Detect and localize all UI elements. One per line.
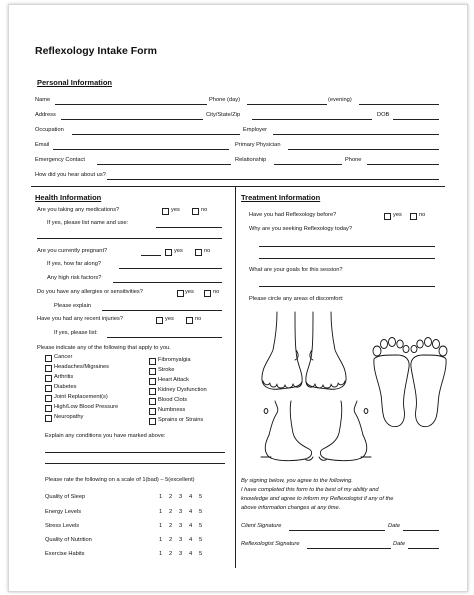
blood-clots-checkbox[interactable] [149, 398, 156, 405]
intake-form-page [8, 4, 468, 592]
emergency-contact-label: Emergency Contact [35, 157, 85, 163]
pregnant-field[interactable] [141, 255, 161, 256]
phone-day-label: Phone (day) [209, 97, 240, 103]
goals-label: What are your goals for this session? [249, 267, 343, 273]
please-list-label: If yes, please list: [54, 330, 98, 336]
rating-label-energy: Energy Levels [45, 509, 82, 515]
reflexologist-date-field[interactable] [408, 548, 439, 549]
injuries-list-field[interactable] [107, 337, 222, 338]
arthritis-checkbox[interactable] [45, 375, 52, 382]
occupation-label: Occupation [35, 127, 64, 133]
hear-about-label: How did you hear about us? [35, 172, 106, 178]
why-line-1[interactable] [259, 246, 435, 247]
client-date-label: Date [388, 523, 401, 529]
stroke-checkbox[interactable] [149, 368, 156, 375]
condition-label: Sprains or Strains [158, 417, 204, 423]
relationship-label: Relationship [235, 157, 267, 163]
condition-label: Kidney Dysfunction [158, 387, 207, 393]
injuries-no-checkbox[interactable] [186, 317, 193, 324]
feet-side-view-icon[interactable] [255, 399, 377, 465]
medications-list-line-2[interactable] [37, 238, 222, 239]
rating-scale-sleep[interactable]: 1 2 3 4 5 [159, 494, 203, 500]
indicate-label: Please indicate any of the following that apply to you. [37, 345, 171, 351]
allergies-yes-label: yes [185, 289, 194, 295]
dob-label: DOB [377, 112, 390, 118]
cancer-checkbox[interactable] [45, 355, 52, 362]
dob-field[interactable] [393, 119, 439, 120]
medications-list-field[interactable] [156, 227, 222, 228]
joint-replacement-checkbox[interactable] [45, 395, 52, 402]
rating-scale-exercise[interactable]: 1 2 3 4 5 [159, 551, 203, 557]
emergency-phone-field[interactable] [367, 164, 439, 165]
rating-scale-energy[interactable]: 1 2 3 4 5 [159, 509, 203, 515]
agreement-line-3: knowledge and agree to inform my Reflexologist if any of the [241, 496, 394, 502]
explain-conditions-line-2[interactable] [45, 463, 225, 464]
condition-label: Stroke [158, 367, 175, 373]
employer-field[interactable] [273, 134, 439, 135]
pregnant-yes-label: yes [174, 248, 183, 254]
had-before-no-label: no [419, 212, 426, 218]
agreement-line-2: I have completed this form to the best of my ability and [241, 487, 379, 493]
form-title: Reflexology Intake Form [35, 45, 157, 57]
condition-label: Arthritis [54, 374, 74, 380]
circle-label: Please circle any areas of discomfort: [249, 296, 344, 302]
how-far-field[interactable] [119, 268, 222, 269]
name-field[interactable] [55, 104, 207, 105]
condition-label: Heart Attack [158, 377, 189, 383]
goals-line[interactable] [259, 286, 435, 287]
allergies-yes-checkbox[interactable] [177, 290, 184, 297]
phone-day-field[interactable] [247, 104, 327, 105]
had-before-no-checkbox[interactable] [410, 213, 417, 220]
fibromyalgia-checkbox[interactable] [149, 358, 156, 365]
rating-scale-nutrition[interactable]: 1 2 3 4 5 [159, 537, 203, 543]
how-far-label: If yes, how far along? [47, 261, 102, 267]
allergies-label: Do you have any allergies or sensitivities? [37, 289, 143, 295]
heart-attack-checkbox[interactable] [149, 378, 156, 385]
email-field[interactable] [53, 149, 229, 150]
had-before-label: Have you had Reflexology before? [249, 212, 337, 218]
risk-field[interactable] [113, 282, 222, 283]
condition-label: Cancer [54, 354, 73, 360]
email-label: Email [35, 142, 50, 148]
condition-label: Blood Clots [158, 397, 188, 403]
rating-label-nutrition: Quality of Nutrition [45, 537, 92, 543]
hear-about-field[interactable] [107, 179, 439, 180]
allergies-no-label: no [213, 289, 220, 295]
agreement-line-4: above information changes at any time. [241, 505, 341, 511]
rate-label: Please rate the following on a scale of 1(bad) – 5(excellent) [45, 477, 195, 483]
sprains-checkbox[interactable] [149, 418, 156, 425]
condition-label: High/Low Blood Pressure [54, 404, 119, 410]
address-field[interactable] [61, 119, 203, 120]
emergency-contact-field[interactable] [97, 164, 231, 165]
condition-label: Headaches/Migraines [54, 364, 110, 370]
city-field[interactable] [252, 119, 372, 120]
explain-field[interactable] [102, 310, 222, 311]
client-date-field[interactable] [403, 530, 439, 531]
medications-yes-label: yes [171, 207, 180, 213]
city-label: City/State/Zip [206, 112, 241, 118]
rating-label-sleep: Quality of Sleep [45, 494, 86, 500]
reflexologist-signature-field[interactable] [307, 548, 391, 549]
occupation-field[interactable] [72, 134, 240, 135]
reflexologist-date-label: Date [393, 541, 406, 547]
list-name-label: If yes, please list name and use: [47, 220, 129, 226]
had-before-yes-label: yes [393, 212, 402, 218]
why-line-2[interactable] [259, 258, 435, 259]
treatment-info-heading: Treatment Information [241, 193, 321, 202]
name-label: Name [35, 97, 51, 103]
employer-label: Employer [243, 127, 268, 133]
why-label: Why are you seeking Reflexology today? [249, 226, 353, 232]
physician-field[interactable] [288, 149, 439, 150]
condition-label: Diabetes [54, 384, 77, 390]
condition-label: Numbness [158, 407, 186, 413]
explain-conditions-label: Explain any conditions you have marked above: [45, 433, 166, 439]
neuropathy-checkbox[interactable] [45, 415, 52, 422]
client-signature-label: Client Signature [241, 523, 282, 529]
explain-conditions-line-1[interactable] [45, 452, 225, 453]
reflexologist-signature-label: Reflexologist Signature [241, 541, 300, 547]
pregnant-no-checkbox[interactable] [195, 249, 202, 256]
address-label: Address [35, 112, 56, 118]
injuries-yes-label: yes [165, 316, 174, 322]
medications-yes-checkbox[interactable] [162, 208, 169, 215]
pregnant-yes-checkbox[interactable] [165, 249, 172, 256]
phone-label: Phone [345, 157, 362, 163]
diabetes-checkbox[interactable] [45, 385, 52, 392]
pregnant-label: Are you currently pregnant? [37, 248, 108, 254]
rating-label-stress: Stress Levels [45, 523, 80, 529]
soles-icon[interactable] [371, 337, 449, 429]
column-divider [235, 186, 236, 568]
blood-pressure-checkbox[interactable] [45, 405, 52, 412]
medications-no-label: no [201, 207, 208, 213]
headaches-checkbox[interactable] [45, 365, 52, 372]
agreement-line-1: By signing below, you agree to the following. [241, 478, 353, 484]
injuries-label: Have you had any recent injuries? [37, 316, 123, 322]
rating-scale-stress[interactable]: 1 2 3 4 5 [159, 523, 203, 529]
had-before-yes-checkbox[interactable] [384, 213, 391, 220]
health-info-heading: Health Information [35, 193, 102, 202]
client-signature-field[interactable] [289, 530, 385, 531]
condition-label: Joint Replacement(s) [54, 394, 108, 400]
feet-top-view-icon[interactable] [255, 310, 353, 394]
allergies-no-checkbox[interactable] [204, 290, 211, 297]
kidney-checkbox[interactable] [149, 388, 156, 395]
physician-label: Primary Physician [235, 142, 281, 148]
risk-label: Any high risk factors? [47, 275, 102, 281]
medications-label: Are you taking any medications? [37, 207, 120, 213]
evening-label: (evening) [328, 97, 352, 103]
phone-evening-field[interactable] [359, 104, 439, 105]
injuries-yes-checkbox[interactable] [156, 317, 163, 324]
explain-label: Please explain [54, 303, 91, 309]
relationship-field[interactable] [274, 164, 342, 165]
condition-label: Neuropathy [54, 414, 84, 420]
section-divider [31, 186, 445, 187]
medications-no-checkbox[interactable] [192, 208, 199, 215]
condition-label: Fibromyalgia [158, 357, 191, 363]
injuries-no-label: no [195, 316, 202, 322]
rating-label-exercise: Exercise Habits [45, 551, 85, 557]
numbness-checkbox[interactable] [149, 408, 156, 415]
pregnant-no-label: no [204, 248, 211, 254]
personal-info-heading: Personal Information [37, 78, 113, 87]
